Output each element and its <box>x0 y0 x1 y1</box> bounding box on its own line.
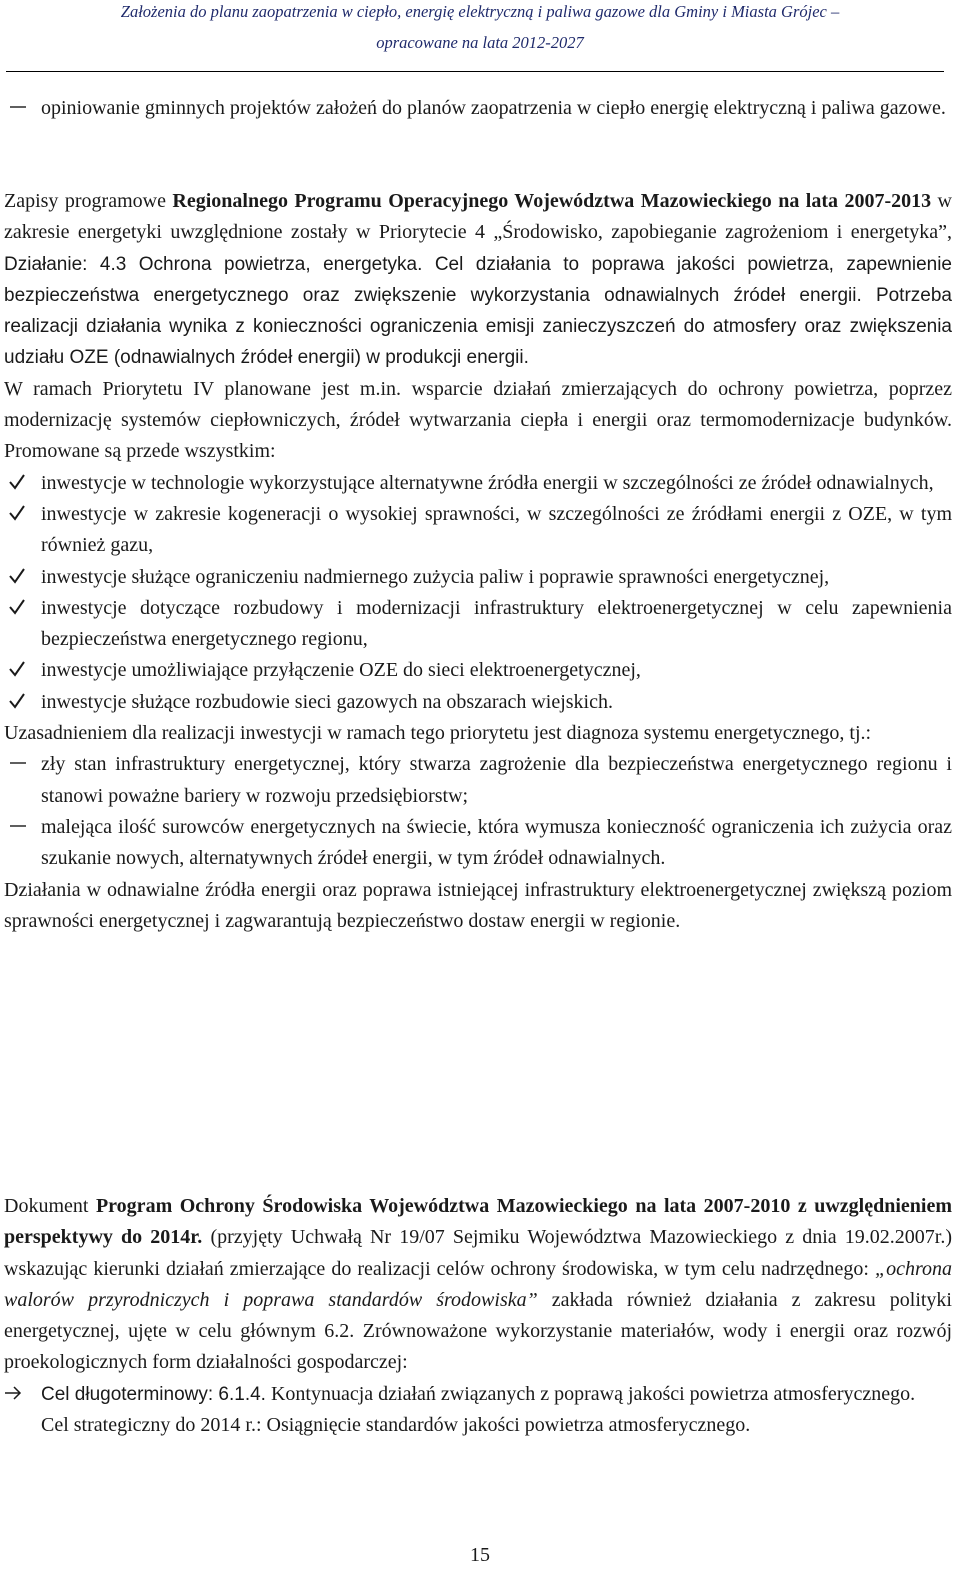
para1-action: Działanie: 4.3 Ochrona powietrza, energetyka. <box>4 253 423 275</box>
intro-bullet-text: opiniowanie gminnych projektów założeń do planów zaopatrzenia w ciepło energię elektryczną i paliwa gazowe. <box>41 97 946 119</box>
checklist-item: inwestycje dotyczące rozbudowy i modernizacji infrastruktury elektroenergetycznej w celu zapewnienia bezpieczeństwa energetycznego regionu, <box>4 593 952 656</box>
para5-text-1: Dokument <box>4 1195 96 1217</box>
dash-list <box>4 749 952 874</box>
dash-icon <box>10 749 36 780</box>
checkmark-icon <box>8 655 34 686</box>
checklist-item: inwestycje służące rozbudowie sieci gazowych na obszarach wiejskich. <box>4 687 952 718</box>
checkmark-icon <box>8 468 34 499</box>
arrow-item <box>4 1379 952 1410</box>
para1-text-3: Cel działania to poprawa jakości powietrza, zapewnienie bezpieczeństwa energetycznego oraz zwiększenie wykorzystania odnawialnych źródeł energii. Potrzeba realizacji działania wynika z konieczności ograniczenia emisji zanieczyszczeń do atmosfery oraz zwiększenia udziału OZE (odnawialnych źródeł energii) w produkcji energii. <box>4 253 952 369</box>
checkmark-icon <box>8 562 34 593</box>
paragraph-rpo <box>4 186 952 937</box>
checklist-item: inwestycje służące ograniczeniu nadmiernego zużycia paliw i poprawie sprawności energetycznej, <box>4 562 952 593</box>
paragraph-poś <box>4 1191 952 1441</box>
paragraph-summary: Działania w odnawialne źródła energii oraz poprawa istniejącej infrastruktury elektroenergetycznej zwiększą poziom sprawności energetycznej i zagwarantują bezpieczeństwo dostaw energii w regionie. <box>4 878 952 932</box>
checklist-item: inwestycje umożliwiające przyłączenie OZE do sieci elektroenergetycznej, <box>4 655 952 686</box>
checklist-item: inwestycje w technologie wykorzystujące alternatywne źródła energii w szczególności ze źródeł odnawialnych, <box>4 468 952 499</box>
header-title: Założenia do planu zaopatrzenia w ciepło, energię elektryczną i paliwa gazowe dla Gminy i Miasta Grójec – <box>120 2 840 21</box>
para1-bold: Regionalnego Programu Operacyjnego Województwa Mazowieckiego na lata 2007-2013 <box>172 190 932 212</box>
arrow-item-line2: Cel strategiczny do 2014 r.: Osiągnięcie standardów jakości powietrza atmosferycznego. <box>41 1414 751 1437</box>
para1-text-1: Zapisy programowe <box>4 190 173 212</box>
checklist-item: inwestycje w zakresie kogeneracji o wysokiej sprawności, w szczególności ze źródłami energii z OZE, w tym również gazu, <box>4 499 952 562</box>
arrow-item-goal: Cel długoterminowy: 6.1.4. <box>41 1383 266 1405</box>
paragraph-priority: W ramach Priorytetu IV planowane jest m.in. wsparcie działań zmierzających do ochrony powietrza, poprzez modernizację systemów ciepłowniczych, źródeł wytwarzania ciepła i energii oraz termomodernizacje budynków. Promowane są przede wszystkim: <box>4 377 952 463</box>
header-rule <box>6 71 944 72</box>
para5-text-3: zakłada również działania z zakresu polityki energetycznej, ujęte w celu głównym 6.2. Zrównoważone wykorzystanie materiałów, wody i energii oraz rozwój proekologicznych form działalności gospodarczej: <box>4 1288 952 1374</box>
checklist <box>4 468 952 718</box>
checkmark-icon <box>8 593 34 624</box>
header-subtitle: opracowane na lata 2012-2027 <box>376 33 584 52</box>
checkmark-icon <box>8 687 34 718</box>
checkmark-icon <box>8 499 34 530</box>
paragraph-diagnosis: Uzasadnieniem dla realizacji inwestycji w ramach tego priorytetu jest diagnoza systemu energetycznego, tj.: <box>4 722 872 745</box>
arrow-right-icon <box>4 1379 30 1410</box>
dash-list-item: zły stan infrastruktury energetycznej, który stwarza zagrożenie dla bezpieczeństwa energetycznego regionu i stanowi poważne bariery w rozwoju przedsiębiorstw; <box>4 749 952 812</box>
intro-bullet <box>4 93 952 124</box>
dash-icon <box>10 812 36 843</box>
dash-list-item: malejąca ilość surowców energetycznych na świecie, która wymusza konieczność ograniczenia ich zużycia oraz szukanie nowych, alternatywnych źródeł energii, w tym źródeł odnawialnych. <box>4 812 952 875</box>
dash-icon <box>10 93 36 124</box>
para5-text-2: (przyjęty Uchwałą Nr 19/07 Sejmiku Województwa Mazowieckiego z dnia 19.02.2007r.) wskazując kierunki działań zmierzające do realizacji celów ochrony środowiska, w tym celu nadrzędnego: <box>4 1226 952 1280</box>
para1-text-2: w zakresie energetyki uwzględnione zostały w Priorytecie 4 „Środowisko, zapobieganie zagrożeniom i energetyka”, <box>4 190 952 244</box>
arrow-item-text: Kontynuacja działań związanych z poprawą jakości powietrza atmosferycznego. <box>265 1382 916 1405</box>
para5-bold: Program Ochrony Środowiska Województwa Mazowieckiego na lata 2007-2010 z uwzględnieniem perspektywy do 2014r. <box>4 1195 953 1249</box>
page-number: 15 <box>470 1544 490 1566</box>
para5-italic: „ochrona walorów przyrodniczych i poprawa standardów środowiska” <box>4 1257 952 1311</box>
